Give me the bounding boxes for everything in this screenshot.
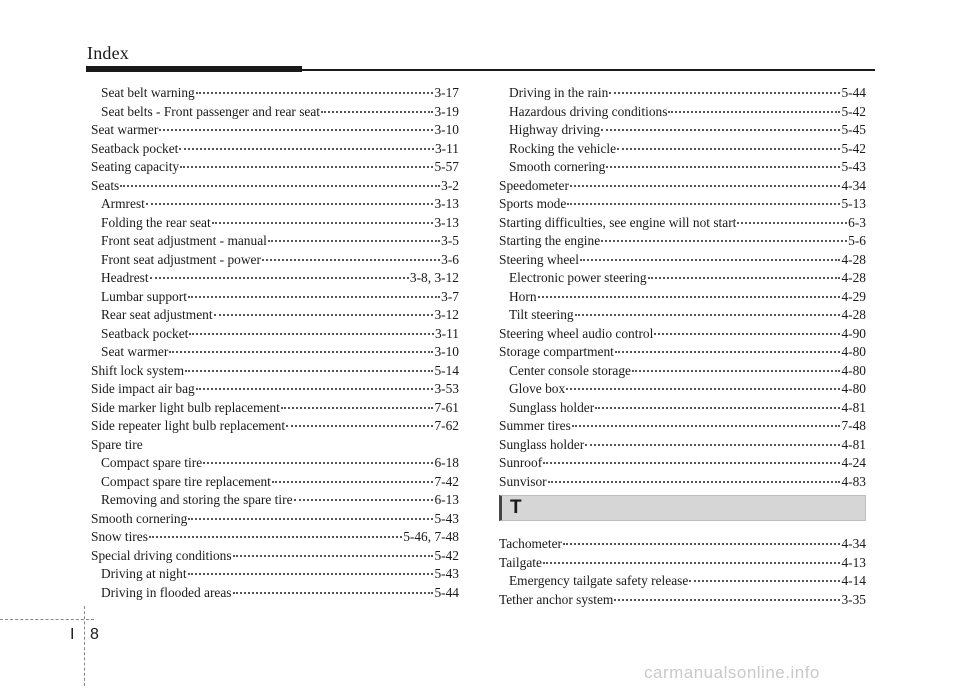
- dot-leader: [563, 543, 840, 545]
- index-entry-page: 5-13: [841, 196, 866, 211]
- index-entry-text: Sports mode: [499, 196, 567, 211]
- dot-leader: [196, 388, 434, 390]
- footer-crop-line-horizontal: [0, 619, 94, 620]
- index-entry: [91, 399, 459, 418]
- index-entry-page: 3-7: [441, 288, 459, 304]
- index-entry-page: 7-48: [841, 418, 866, 433]
- index-entry-text: Rocking the vehicle: [509, 140, 617, 156]
- index-entry-page: 7-62: [434, 418, 459, 433]
- index-entry: [91, 214, 459, 233]
- index-entry-page: 5-43: [841, 159, 866, 174]
- index-entry-page: 4-28: [841, 251, 866, 267]
- index-entry-text: Special driving conditions: [91, 547, 232, 563]
- index-entry: [499, 436, 866, 455]
- dot-leader: [601, 240, 847, 242]
- index-entry-text: Starting difficulties, see engine will not start: [499, 214, 737, 230]
- index-entry-page: 5-44: [434, 584, 459, 600]
- dot-leader: [567, 203, 840, 205]
- index-entry-text: Tachometer: [499, 536, 563, 551]
- dot-leader: [281, 407, 434, 409]
- index-entry: [91, 251, 459, 270]
- index-entry: [499, 362, 866, 381]
- index-entry-text: Emergency tailgate safety release: [509, 573, 689, 588]
- index-entry-text: Sunglass holder: [509, 399, 595, 415]
- index-entry-text: Horn: [509, 288, 537, 304]
- index-entry: [499, 177, 866, 196]
- index-entry: [91, 343, 459, 362]
- index-entry: [499, 103, 866, 122]
- index-entry-page: 5-42: [434, 547, 459, 563]
- index-entry-text: Side marker light bulb replacement: [91, 399, 280, 415]
- index-entry: [499, 591, 866, 610]
- index-entry: [91, 195, 459, 214]
- index-entry-page: 4-13: [841, 554, 866, 570]
- index-entry-page: 3-11: [434, 140, 459, 156]
- index-group-t: [499, 535, 866, 609]
- index-entry-text: Seats: [91, 177, 120, 193]
- index-entry-text: Sunglass holder: [499, 436, 585, 452]
- page-title: Index: [87, 43, 129, 63]
- index-entry: [499, 195, 866, 214]
- index-entry-text: Shift lock system: [91, 362, 184, 378]
- index-entry: [91, 547, 459, 566]
- index-entry: [499, 380, 866, 399]
- dot-leader: [668, 111, 840, 113]
- index-entry-page: 5-57: [434, 159, 459, 174]
- index-entry-page: 3-13: [434, 196, 459, 211]
- index-entry: [91, 584, 459, 603]
- index-entry: [91, 103, 459, 122]
- index-entry-page: 4-24: [841, 455, 866, 470]
- index-entry-page: 3-35: [841, 591, 866, 607]
- index-entry-text: Side impact air bag: [91, 381, 195, 396]
- index-entry-page: 3-53: [434, 381, 459, 396]
- index-entry-text: Electronic power steering: [509, 270, 647, 285]
- dot-leader: [150, 277, 409, 279]
- index-entry-page: 7-61: [434, 399, 459, 415]
- dot-leader: [233, 555, 434, 557]
- index-entry-text: Driving in the rain: [509, 85, 609, 100]
- dot-leader: [188, 573, 434, 575]
- dot-leader: [648, 277, 841, 279]
- index-entry-text: Sunvisor: [499, 473, 547, 489]
- index-entry-text: Starting the engine: [499, 233, 601, 248]
- dot-leader: [595, 407, 840, 409]
- dot-leader: [180, 166, 433, 168]
- index-entry: [91, 362, 459, 381]
- section-letter: T: [510, 496, 522, 518]
- index-entry-page: 3-2: [441, 177, 459, 193]
- index-entry: [91, 510, 459, 529]
- dot-leader: [575, 314, 841, 316]
- dot-leader: [159, 129, 433, 131]
- dot-leader: [617, 148, 840, 150]
- index-entry: [91, 306, 459, 325]
- index-entry-page: 4-34: [841, 536, 866, 551]
- dot-leader: [120, 185, 440, 187]
- index-entry-text: Summer tires: [499, 418, 571, 433]
- index-entry-text: Tether anchor system: [499, 591, 614, 607]
- dot-leader: [654, 333, 840, 335]
- footer-section-letter: I: [70, 626, 75, 643]
- index-entry-page: 4-80: [841, 362, 866, 378]
- index-entry-text: Speedometer: [499, 177, 569, 193]
- dot-leader: [189, 333, 434, 335]
- dot-leader: [188, 296, 440, 298]
- dot-leader: [548, 481, 841, 483]
- dot-leader: [580, 259, 841, 261]
- index-entry: [499, 214, 866, 233]
- index-entry-text: Compact spare tire: [101, 455, 203, 470]
- index-entry-page: 3-10: [434, 122, 459, 137]
- index-entry-text: Seat belts - Front passenger and rear seat: [101, 103, 321, 119]
- index-entry: [499, 572, 866, 591]
- dot-leader: [169, 351, 433, 353]
- index-entry-text: Glove box: [509, 381, 566, 396]
- dot-leader: [179, 148, 434, 150]
- footer-crop-line-vertical: [84, 606, 85, 686]
- dot-leader: [572, 425, 841, 427]
- index-entry-text: Rear seat adjustment: [101, 307, 213, 322]
- index-entry-text: Seating capacity: [91, 159, 180, 174]
- index-entry: [91, 140, 459, 159]
- dot-leader: [321, 111, 433, 113]
- index-entry: [91, 417, 459, 436]
- index-entry-page: 7-42: [434, 473, 459, 489]
- index-entry-text: Tilt steering: [509, 307, 574, 322]
- dot-leader: [737, 222, 847, 224]
- dot-leader: [543, 462, 840, 464]
- index-entry: [91, 325, 459, 344]
- index-entry-text: Lumbar support: [101, 288, 187, 304]
- index-entry-text: Snow tires: [91, 529, 148, 544]
- index-entry-page: 4-80: [841, 381, 866, 396]
- dot-leader: [188, 518, 433, 520]
- index-entry-text: Headrest: [101, 270, 149, 285]
- index-entry-text: Hazardous driving conditions: [509, 103, 668, 119]
- index-entry-page: 3-8, 3-12: [409, 270, 459, 285]
- page-number: 8: [90, 626, 99, 643]
- dot-leader: [609, 92, 840, 94]
- dot-leader: [149, 536, 402, 538]
- index-entry-page: 5-44: [841, 85, 866, 100]
- index-entry-page: 6-3: [848, 214, 866, 230]
- section-spacer: [499, 527, 866, 535]
- index-entry: [91, 232, 459, 251]
- index-entry: [499, 325, 866, 344]
- dot-leader: [196, 92, 434, 94]
- dot-leader: [146, 203, 434, 205]
- dot-leader: [615, 351, 841, 353]
- index-entry-text: Center console storage: [509, 362, 631, 378]
- index-entry: [91, 158, 459, 177]
- index-entry-page: 4-83: [841, 473, 866, 489]
- index-entry: [91, 269, 459, 288]
- dot-leader: [262, 259, 440, 261]
- index-entry: [499, 454, 866, 473]
- index-column-right: [499, 84, 866, 609]
- index-entry: [91, 121, 459, 140]
- index-entry-page: 4-28: [841, 307, 866, 322]
- index-entry: [499, 399, 866, 418]
- index-entry-page: 5-14: [434, 362, 459, 378]
- index-entry: [499, 306, 866, 325]
- dot-leader: [272, 481, 434, 483]
- dot-leader: [543, 562, 841, 564]
- index-entry: [499, 269, 866, 288]
- dot-leader: [185, 370, 433, 372]
- index-entry-page: 5-6: [848, 233, 866, 248]
- index-entry-text: Seatback pocket: [101, 325, 189, 341]
- index-entry-text: Front seat adjustment - manual: [101, 233, 267, 248]
- index-entry-page: 5-43: [434, 566, 459, 581]
- index-entry-page: 5-46, 7-48: [403, 529, 459, 544]
- dot-leader: [212, 222, 434, 224]
- index-entry-page: 3-11: [434, 325, 459, 341]
- index-entry: [91, 565, 459, 584]
- index-entry: [499, 140, 866, 159]
- index-entry-page: 4-81: [841, 436, 866, 452]
- index-entry-page: 4-81: [841, 399, 866, 415]
- index-entry-page: 3-13: [434, 214, 459, 230]
- index-entry: [91, 528, 459, 547]
- index-entry-page: 4-90: [841, 325, 866, 341]
- index-entry-page: 3-5: [441, 233, 459, 248]
- dot-leader: [614, 599, 840, 601]
- index-entry-page: 5-43: [434, 510, 459, 526]
- index-entry-text: Folding the rear seat: [101, 214, 211, 230]
- dot-leader: [538, 296, 841, 298]
- index-entry: [91, 473, 459, 492]
- dot-leader: [566, 388, 840, 390]
- dot-leader: [233, 592, 434, 594]
- index-entry-text: Compact spare tire replacement: [101, 473, 271, 489]
- index-entry: [91, 436, 459, 455]
- header-rule-thick: [86, 66, 302, 72]
- watermark: carmanualsonline.info: [644, 663, 820, 682]
- index-entry: [499, 535, 866, 554]
- index-entry-text: Front seat adjustment - power: [101, 251, 261, 267]
- dot-leader: [203, 462, 433, 464]
- index-entry: [499, 232, 866, 251]
- dot-leader: [570, 185, 841, 187]
- index-entry-text: Steering wheel audio control: [499, 325, 654, 341]
- section-header-t: [499, 495, 866, 521]
- index-entry: [91, 491, 459, 510]
- index-entry: [499, 417, 866, 436]
- index-entry-text: Smooth cornering: [509, 159, 606, 174]
- index-entry-text: Highway driving: [509, 122, 601, 137]
- index-entry-text: Tailgate: [499, 554, 542, 570]
- index-entry-page: 3-6: [441, 251, 459, 267]
- dot-leader: [585, 444, 840, 446]
- dot-leader: [268, 240, 440, 242]
- index-entry-page: 3-17: [434, 85, 459, 100]
- index-entry-text: Storage compartment: [499, 344, 614, 359]
- index-entry-page: 3-19: [434, 103, 459, 119]
- index-entry: [499, 288, 866, 307]
- index-entry: [91, 177, 459, 196]
- index-entry: [499, 473, 866, 492]
- index-entry: [91, 454, 459, 473]
- index-entry: [499, 554, 866, 573]
- index-entry-text: Seat warmer: [91, 122, 159, 137]
- dot-leader: [601, 129, 840, 131]
- index-group-s: [499, 84, 866, 491]
- index-entry-page: 4-34: [841, 177, 866, 193]
- header-rule-thin: [302, 69, 875, 71]
- index-entry-page: 5-45: [841, 122, 866, 137]
- index-entry-page: 4-29: [841, 288, 866, 304]
- index-entry-text: Armrest: [101, 196, 145, 211]
- dot-leader: [632, 370, 840, 372]
- index-entry: [499, 343, 866, 362]
- index-entry-text: Steering wheel: [499, 251, 579, 267]
- index-entry-text: Spare tire: [91, 436, 143, 452]
- dot-leader: [294, 499, 434, 501]
- index-entry-page: 5-42: [841, 103, 866, 119]
- index-entry-text: Smooth cornering: [91, 510, 188, 526]
- index-entry-text: Removing and storing the spare tire: [101, 492, 293, 507]
- index-entry-page: 4-14: [841, 573, 866, 588]
- index-entry-text: Driving at night: [101, 566, 187, 581]
- index-entry-text: Seatback pocket: [91, 140, 179, 156]
- index-entry: [91, 288, 459, 307]
- index-entry-text: Sunroof: [499, 455, 543, 470]
- index-entry: [91, 84, 459, 103]
- index-entry-page: 6-13: [434, 492, 459, 507]
- index-entry-text: Seat belt warning: [101, 85, 195, 100]
- index-entry-text: Driving in flooded areas: [101, 584, 232, 600]
- dot-leader: [689, 580, 840, 582]
- index-entry-page: 4-80: [841, 344, 866, 359]
- index-entry: [499, 158, 866, 177]
- index-entry-page: 3-10: [434, 344, 459, 359]
- index-entry: [499, 84, 866, 103]
- index-entry-text: Side repeater light bulb replacement: [91, 418, 286, 433]
- index-entry: [499, 121, 866, 140]
- index-entry-page: 3-12: [434, 307, 459, 322]
- dot-leader: [214, 314, 434, 316]
- index-entry: [91, 380, 459, 399]
- index-entry-text: Seat warmer: [101, 344, 169, 359]
- dot-leader: [286, 425, 433, 427]
- dot-leader: [606, 166, 840, 168]
- index-entry-page: 6-18: [434, 455, 459, 470]
- index-entry-page: 5-42: [841, 140, 866, 156]
- index-column-left: [91, 84, 459, 602]
- index-entry-page: 4-28: [841, 270, 866, 285]
- index-entry: [499, 251, 866, 270]
